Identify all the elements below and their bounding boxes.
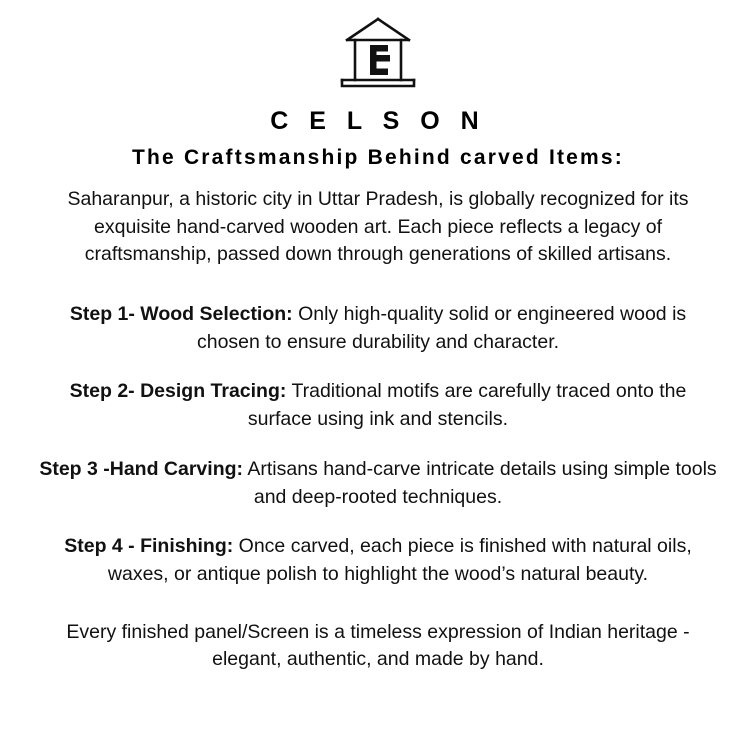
step-2-label: Step 2- Design Tracing:: [69, 380, 287, 403]
brand-name: C E L S O N: [270, 107, 486, 135]
house-with-c-monogram-icon: [330, 14, 426, 97]
step-1-text: Only high-quality solid or engineered wood is chosen to ensure durability and character.: [196, 303, 687, 353]
step-2-text: Traditional motifs are carefully traced onto the surface using ink and stencils.: [247, 380, 687, 431]
step-4-label: Step 4 - Finishing:: [64, 535, 234, 558]
step-3: [38, 456, 718, 511]
page-title: The Craftsmanship Behind carved Items:: [131, 146, 625, 169]
intro-paragraph: Saharanpur, a historic city in Uttar Pradesh, is globally recognized for its exquisite hand-carved wooden art. Each piece reflects a legacy of craftsmanship, passed down through generations of skilled artisans.: [67, 188, 689, 266]
step-4-text: Once carved, each piece is finished with natural oils, waxes, or antique polish to highlight the wood’s natural beauty.: [107, 535, 692, 585]
step-3-label: Step 3 -Hand Carving:: [39, 457, 244, 480]
step-1-label: Step 1- Wood Selection:: [69, 303, 293, 326]
step-2: [38, 378, 718, 433]
step-4: [38, 533, 718, 588]
closing-paragraph: Every finished panel/Screen is a timeless expression of Indian heritage - elegant, authentic, and made by hand.: [66, 620, 690, 671]
step-3-text: Artisans hand-carve intricate details using simple tools and deep-rooted techniques.: [243, 457, 717, 508]
step-1: [38, 301, 718, 356]
